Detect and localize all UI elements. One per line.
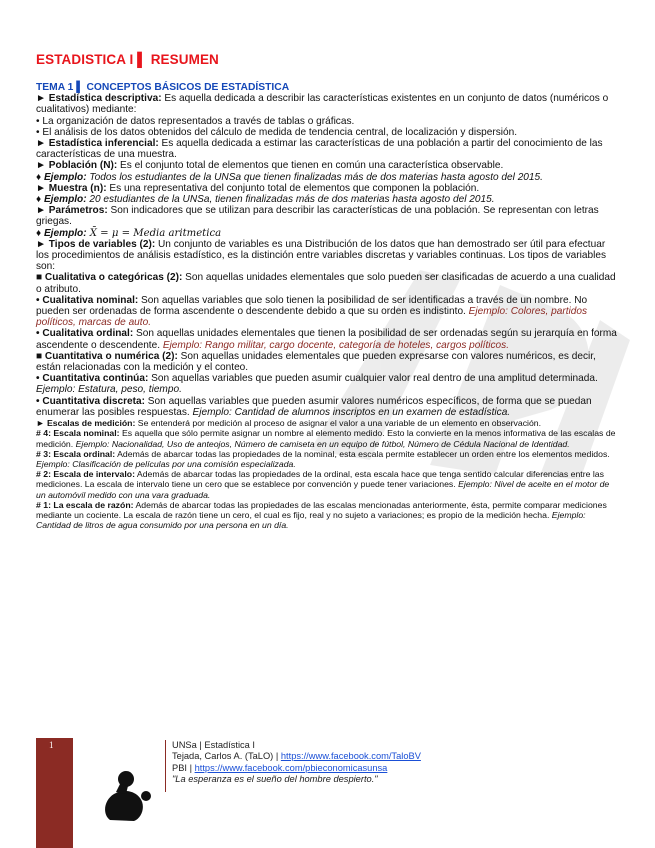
section-heading bbox=[36, 82, 620, 93]
term-label: # 2: Escala de intervalo: bbox=[36, 469, 135, 480]
term-text: Además de abarcar todas las propiedades de las escalas mencionadas anteriormente, ésta, permite comparar mediciones mediante un cociente. La escala de razón tiene un cero, el cual es fijo, real y no sujeto a variaciones; es propio de la medición hecha. bbox=[36, 499, 607, 520]
paragraph-poblacion bbox=[36, 160, 620, 171]
term-label: ■ Cualitativa o categóricas (2): bbox=[36, 272, 183, 284]
formula-text: X̄ = μ = Media aritmetica bbox=[86, 227, 222, 239]
term-text: Un conjunto de variables es una Distribución de los datos que han demostrado ser útil para efectuar los procedimientos de análisis estadístico, es la distinción entre variables discretas y variables continuas. Los tipos de variables son: bbox=[36, 238, 607, 273]
term-label: # 1: La escala de razón: bbox=[36, 499, 134, 510]
example-muestra bbox=[36, 194, 620, 205]
example-text: Ejemplo: Nivel de aceite en el motor de un automóvil medido con una vara graduada. bbox=[36, 479, 610, 500]
term-label: ► Estadística descriptiva: bbox=[36, 93, 162, 105]
paragraph-escala-ordinal bbox=[36, 449, 620, 469]
term-text: Además de abarcar todas las propiedades de la nominal, esta escala permite establecer un orden entre los elementos medidos. bbox=[115, 448, 610, 459]
term-text: Es una representativa del conjunto total de elementos que componen la población. bbox=[106, 182, 480, 194]
bullet-analisis: • El análisis de los datos obtenidos del cálculo de medida de tendencia central, de localización y dispersión. bbox=[36, 126, 518, 138]
term-text: Son aquellas variables que pueden asumir valores numéricos específicos, de forma que se puedan enumerar las posibles respuestas. bbox=[36, 395, 592, 418]
paragraph-tipos-variables bbox=[36, 239, 620, 273]
paragraph-cualitativa-ordinal bbox=[36, 328, 620, 350]
example-label: ♦ Ejemplo: bbox=[36, 227, 87, 239]
example-text: Ejemplo: Nacionalidad, Uso de anteojos, Número de camiseta en un equipo de fútbol, Número de Cédula Nacional de Identidad. bbox=[73, 438, 570, 449]
author-label: Tejada, Carlos A. (TaLO) | bbox=[172, 751, 281, 762]
footer-line-pbi bbox=[172, 763, 421, 774]
pbi-facebook-link[interactable]: https://www.facebook.com/pbieconomicasunsa bbox=[194, 762, 388, 773]
example-text: Ejemplo: Cantidad de alumnos inscriptos en un examen de estadística. bbox=[189, 406, 511, 418]
term-label: ■ Cuantitativa o numérica (2): bbox=[36, 350, 178, 362]
term-label: ► Tipos de variables (2): bbox=[36, 238, 156, 250]
paragraph-muestra bbox=[36, 183, 620, 194]
footer-color-band bbox=[36, 738, 73, 848]
pbi-label: PBI | bbox=[172, 762, 195, 773]
paragraph-escala-razon bbox=[36, 500, 620, 531]
title-suffix: RESUMEN bbox=[150, 52, 219, 67]
paragraph-descriptiva bbox=[36, 93, 620, 115]
example-text: 20 estudiantes de la UNSa, tienen finalizadas más de dos materias hasta agosto del 2015. bbox=[86, 194, 495, 206]
term-text: Es el conjunto total de elementos que tienen en común una característica observable. bbox=[117, 160, 504, 172]
section-title: CONCEPTOS BÁSICOS DE ESTADÍSTICA bbox=[86, 82, 290, 93]
term-text: Es aquella dedicada a describir las características existentes en un conjunto de datos (numéricos o cualitativos) mediante: bbox=[36, 93, 609, 116]
term-label: ► Estadística inferencial: bbox=[36, 138, 159, 150]
example-parametros bbox=[36, 228, 620, 239]
section-number: TEMA 1 bbox=[36, 82, 74, 93]
paragraph-cualitativa bbox=[36, 272, 620, 294]
term-label: # 3: Escala ordinal: bbox=[36, 448, 116, 459]
example-text: Ejemplo: Clasificación de películas por una comisión especializada. bbox=[36, 458, 296, 469]
term-text: Se entenderá por medición al proceso de asignar el valor a una variable de un elemento en observación. bbox=[135, 418, 542, 429]
scales-section bbox=[36, 418, 620, 530]
term-label: ► Parámetros: bbox=[36, 205, 108, 217]
example-label: ♦ Ejemplo: bbox=[36, 171, 87, 183]
footer-line-author bbox=[172, 751, 421, 762]
paragraph-cualitativa-nominal bbox=[36, 295, 620, 329]
document-title bbox=[36, 52, 219, 67]
term-label: • Cualitativa nominal: bbox=[36, 294, 139, 306]
term-text: Es aquella que sólo permite asignar un nombre al elemento medido. Esto la convierte en la menos informativa de las escalas de medición. bbox=[36, 428, 616, 449]
term-label: ► Muestra (n): bbox=[36, 182, 107, 194]
example-text: Todos los estudiantes de la UNSa que tienen finalizadas más de dos materias hasta agosto del 2015. bbox=[86, 171, 543, 183]
paragraph-cuantitativa-continua bbox=[36, 373, 620, 395]
title-separator: ▌ bbox=[137, 52, 147, 67]
paragraph-escala-intervalo bbox=[36, 469, 620, 500]
author-facebook-link[interactable]: https://www.facebook.com/TaloBV bbox=[280, 751, 421, 762]
term-label: • Cualitativa ordinal: bbox=[36, 328, 134, 340]
footer-info bbox=[165, 740, 421, 792]
term-text: Son aquellas unidades elementales que pueden expresarse con valores numéricos, es decir, están relacionadas con la medición y el conteo. bbox=[36, 350, 596, 374]
paragraph-cuantitativa-discreta bbox=[36, 396, 620, 418]
footer-line-course: UNSa | Estadística I bbox=[172, 740, 256, 750]
document-body bbox=[36, 82, 620, 530]
bullet-organizacion: • La organización de datos representados a través de tablas o gráficas. bbox=[36, 115, 355, 127]
example-text: Ejemplo: Cantidad de litros de agua consumido por una persona en un día. bbox=[36, 509, 586, 531]
example-text: Ejemplo: Colores, partidos políticos, marcas de auto. bbox=[36, 306, 588, 329]
section-separator: ▌ bbox=[76, 82, 84, 93]
page-number: 1 bbox=[49, 740, 54, 750]
term-text: Es aquella dedicada a estimar las características de una población a partir del conocimiento de las características de una muestra. bbox=[36, 138, 603, 161]
term-text: Son aquellas unidades elementales que tienen la posibilidad de ser ordenadas según su jerarquía en forma ascendente o descendente. bbox=[36, 328, 617, 351]
term-label: ► Población (N): bbox=[36, 160, 118, 172]
term-label: ► Escalas de medición: bbox=[36, 418, 136, 429]
footer-quote: "La esperanza es el sueño del hombre despierto." bbox=[172, 773, 378, 784]
term-text: Son aquellas variables que solo tienen la posibilidad de ser identificadas a través de un nombre. No pueden ser ordenadas de forma ascendente o descendente debido a que su orden es indistinto. bbox=[36, 294, 588, 318]
term-text: Son aquellas variables que pueden asumir cualquier valor real dentro de una amplitud determinada. bbox=[148, 373, 598, 385]
term-text: Son indicadores que se utilizan para describir las características de una población. Se representan con letras griegas. bbox=[36, 205, 599, 228]
paragraph-escalas bbox=[36, 418, 620, 428]
example-poblacion bbox=[36, 172, 620, 183]
author-logo-icon bbox=[96, 770, 158, 822]
term-label: • Cuantitativa discreta: bbox=[36, 395, 145, 407]
term-label: # 4: Escala nominal: bbox=[36, 428, 120, 439]
term-label: • Cuantitativa continúa: bbox=[36, 373, 149, 385]
term-text: Además de abarcar todas las propiedades de la ordinal, esta escala hace que tenga sentido calcular diferencias entre las mediciones. La escala de intervalo tiene un cero que se establece por convención y puede tener variaciones. bbox=[36, 469, 604, 490]
paragraph-inferencial bbox=[36, 138, 620, 160]
example-text: Ejemplo: Estatura, peso, tiempo. bbox=[36, 384, 182, 396]
example-label: ♦ Ejemplo: bbox=[36, 194, 87, 206]
example-text: Ejemplo: Rango militar, cargo docente, categoría de hoteles, cargos políticos. bbox=[160, 339, 510, 351]
paragraph-cuantitativa bbox=[36, 351, 620, 373]
title-prefix: ESTADISTICA I bbox=[36, 52, 134, 67]
term-text: Son aquellas unidades elementales que solo pueden ser clasificadas de acuerdo a una cualidad o atributo. bbox=[36, 272, 616, 295]
paragraph-escala-nominal bbox=[36, 428, 620, 448]
paragraph-parametros bbox=[36, 205, 620, 227]
